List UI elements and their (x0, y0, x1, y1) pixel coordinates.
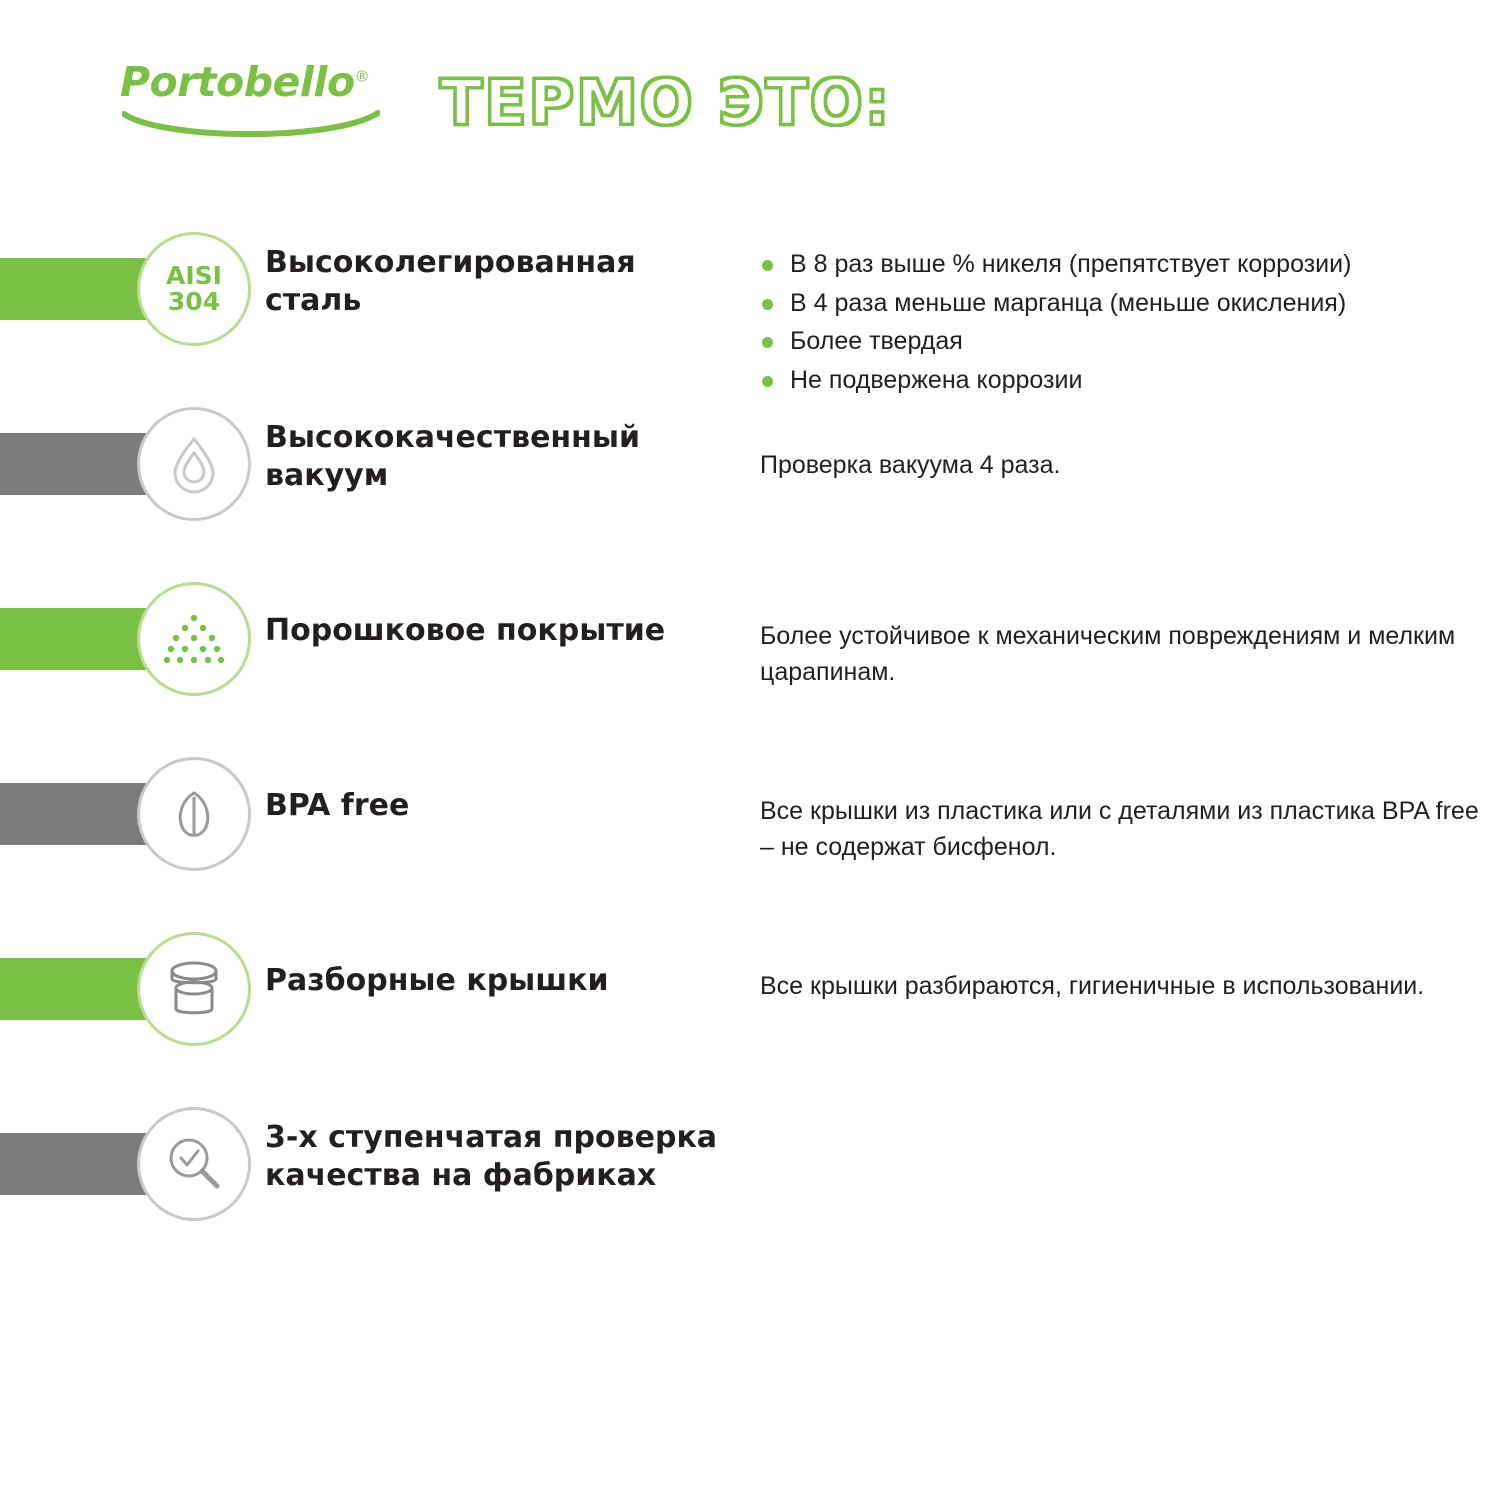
feature-heading: Порошковое покрытие (265, 613, 666, 648)
feature-heading: BPA free (265, 788, 410, 823)
feature-heading: Высоколегированная сталь (265, 245, 636, 319)
list-item: В 4 раза меньше марганца (меньше окисления) (760, 287, 1480, 320)
aisi-304-badge (137, 232, 251, 346)
feature-description (760, 248, 1480, 402)
water-drop-icon-badge (137, 407, 251, 521)
page-title: ТЕРМО ЭТО: (440, 66, 892, 139)
feature-description: Все крышки из пластика или с деталями из пластика BPA free – не содержат бисфенол. (760, 797, 1479, 862)
list-item: Не подвержена коррозии (760, 364, 1480, 397)
feature-row (0, 735, 1500, 910)
water-drop-icon (163, 433, 225, 495)
list-item: В 8 раз выше % никеля (препятствует коррозии) (760, 248, 1480, 281)
feature-bullet-list (760, 248, 1480, 396)
leaf-icon-badge (137, 757, 251, 871)
feature-row (0, 560, 1500, 735)
feature-heading: Разборные крышки (265, 963, 609, 998)
powder-dots-icon (161, 610, 227, 668)
feature-heading: 3-х ступенчатая проверка качества на фабриках (265, 1120, 718, 1194)
lid-icon-badge (137, 932, 251, 1046)
list-item: Более твердая (760, 325, 1480, 358)
brand-logo-word: Portobello (120, 58, 355, 106)
feature-row (0, 210, 1500, 394)
feature-description: Все крышки разбираются, гигиеничные в использовании. (760, 972, 1425, 1000)
feature-row (0, 910, 1500, 1085)
registered-mark: ® (354, 67, 370, 86)
brand-logo (120, 58, 400, 158)
feature-heading: Высококачественный вакуум (265, 420, 641, 494)
feature-description: Более устойчивое к механическим повреждениям и мелким царапинам. (760, 622, 1456, 687)
magnifier-check-icon (162, 1132, 226, 1196)
page-header (0, 48, 1500, 168)
feature-row (0, 385, 1500, 560)
powder-dots-icon-badge (137, 582, 251, 696)
badge-line-1: AISI (166, 260, 222, 290)
lid-icon (159, 957, 229, 1021)
feature-row (0, 1085, 1500, 1260)
logo-swoosh-icon (122, 110, 380, 144)
magnifier-check-icon-badge (137, 1107, 251, 1221)
feature-list (0, 210, 1500, 1260)
feature-description: Проверка вакуума 4 раза. (760, 451, 1061, 479)
badge-line-2: 304 (167, 287, 221, 316)
badge-text (166, 260, 222, 316)
leaf-icon (163, 783, 225, 845)
brand-logo-text (120, 58, 400, 106)
